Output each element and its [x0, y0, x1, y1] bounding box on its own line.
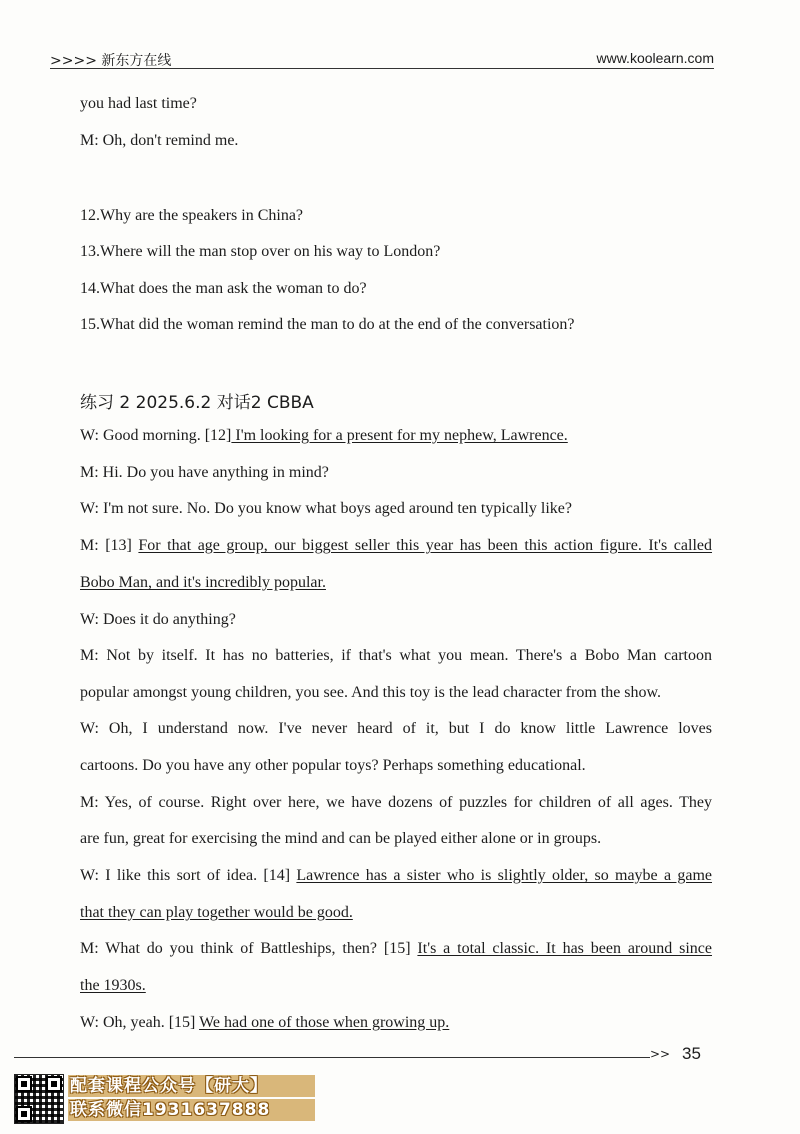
qr-finder-icon — [16, 1106, 32, 1122]
text-line: M: Oh, don't remind me. — [80, 132, 239, 149]
qr-finder-icon — [16, 1076, 32, 1092]
dialogue-line — [80, 939, 712, 959]
page-number: 35 — [682, 1044, 701, 1063]
promo-banner-line-2: 联系微信1931637888 — [68, 1099, 315, 1121]
dialogue-line — [80, 903, 712, 923]
dialogue-line: W: Does it do anything? — [80, 611, 236, 628]
underlined-answer: the 1930s. — [80, 977, 146, 994]
dialogue-line — [80, 573, 712, 593]
header-url: www.koolearn.com — [596, 50, 714, 66]
underlined-answer: Bobo Man, and it's incredibly popular. — [80, 574, 326, 591]
question-12: 12.Why are the speakers in China? — [80, 207, 304, 224]
underlined-answer: Lawrence has a sister who is slightly older, so maybe a game — [296, 867, 712, 884]
dialogue-text: M: What do you think of Battleships, then? [15] — [80, 940, 418, 957]
dialogue-line: W: I'm not sure. No. Do you know what boys aged around ten typically like? — [80, 500, 572, 517]
question-15: 15.What did the woman remind the man to do at the end of the conversation? — [80, 316, 575, 333]
qr-code-icon — [14, 1074, 64, 1124]
underlined-answer: We had one of those when growing up. — [199, 1014, 450, 1031]
dialogue-text: W: Oh, yeah. [15] — [80, 1014, 200, 1031]
dialogue-text: W: Good morning. [12] — [80, 427, 232, 444]
dialogue-line: popular amongst young children, you see. And this toy is the lead character from the show. — [80, 684, 662, 701]
qr-finder-icon — [46, 1076, 62, 1092]
dialogue-line: W: Oh, I understand now. I've never heard of it, but I do know little Lawrence loves — [80, 720, 712, 737]
dialogue-line — [80, 1013, 712, 1033]
dialogue-line — [80, 536, 712, 556]
question-13: 13.Where will the man stop over on his way to London? — [80, 243, 441, 260]
text-line: you had last time? — [80, 95, 197, 112]
underlined-answer: I'm looking for a present for my nephew, Lawrence. — [231, 427, 568, 444]
underlined-answer: For that age group, our biggest seller this year has been this action figure. It's called — [138, 537, 713, 554]
dialogue-line: M: Yes, of course. Right over here, we have dozens of puzzles for children of all ages. They — [80, 794, 712, 811]
dialogue-text: M: [13] — [80, 537, 139, 554]
underlined-answer: It's a total classic. It has been around since — [417, 940, 712, 957]
section-heading: 练习 2 2025.6.2 对话2 CBBA — [80, 393, 314, 413]
question-14: 14.What does the man ask the woman to do? — [80, 280, 367, 297]
dialogue-line — [80, 866, 712, 886]
dialogue-line — [80, 976, 712, 996]
dialogue-line — [80, 426, 712, 446]
footer-arrow: >> — [650, 1047, 671, 1061]
dialogue-line: M: Hi. Do you have anything in mind? — [80, 464, 329, 481]
header-brand: >>>> 新东方在线 — [50, 53, 172, 69]
footer-rule — [14, 1057, 650, 1058]
page-header — [50, 46, 714, 69]
dialogue-line: are fun, great for exercising the mind and can be played either alone or in groups. — [80, 830, 602, 847]
dialogue-line: cartoons. Do you have any other popular toys? Perhaps something educational. — [80, 757, 586, 774]
dialogue-text: W: I like this sort of idea. [14] — [80, 867, 297, 884]
promo-banner-line-1: 配套课程公众号【研大】 — [68, 1075, 315, 1097]
dialogue-line: M: Not by itself. It has no batteries, if that's what you mean. There's a Bobo Man cartoon — [80, 647, 712, 664]
underlined-answer: that they can play together would be good. — [80, 904, 353, 921]
